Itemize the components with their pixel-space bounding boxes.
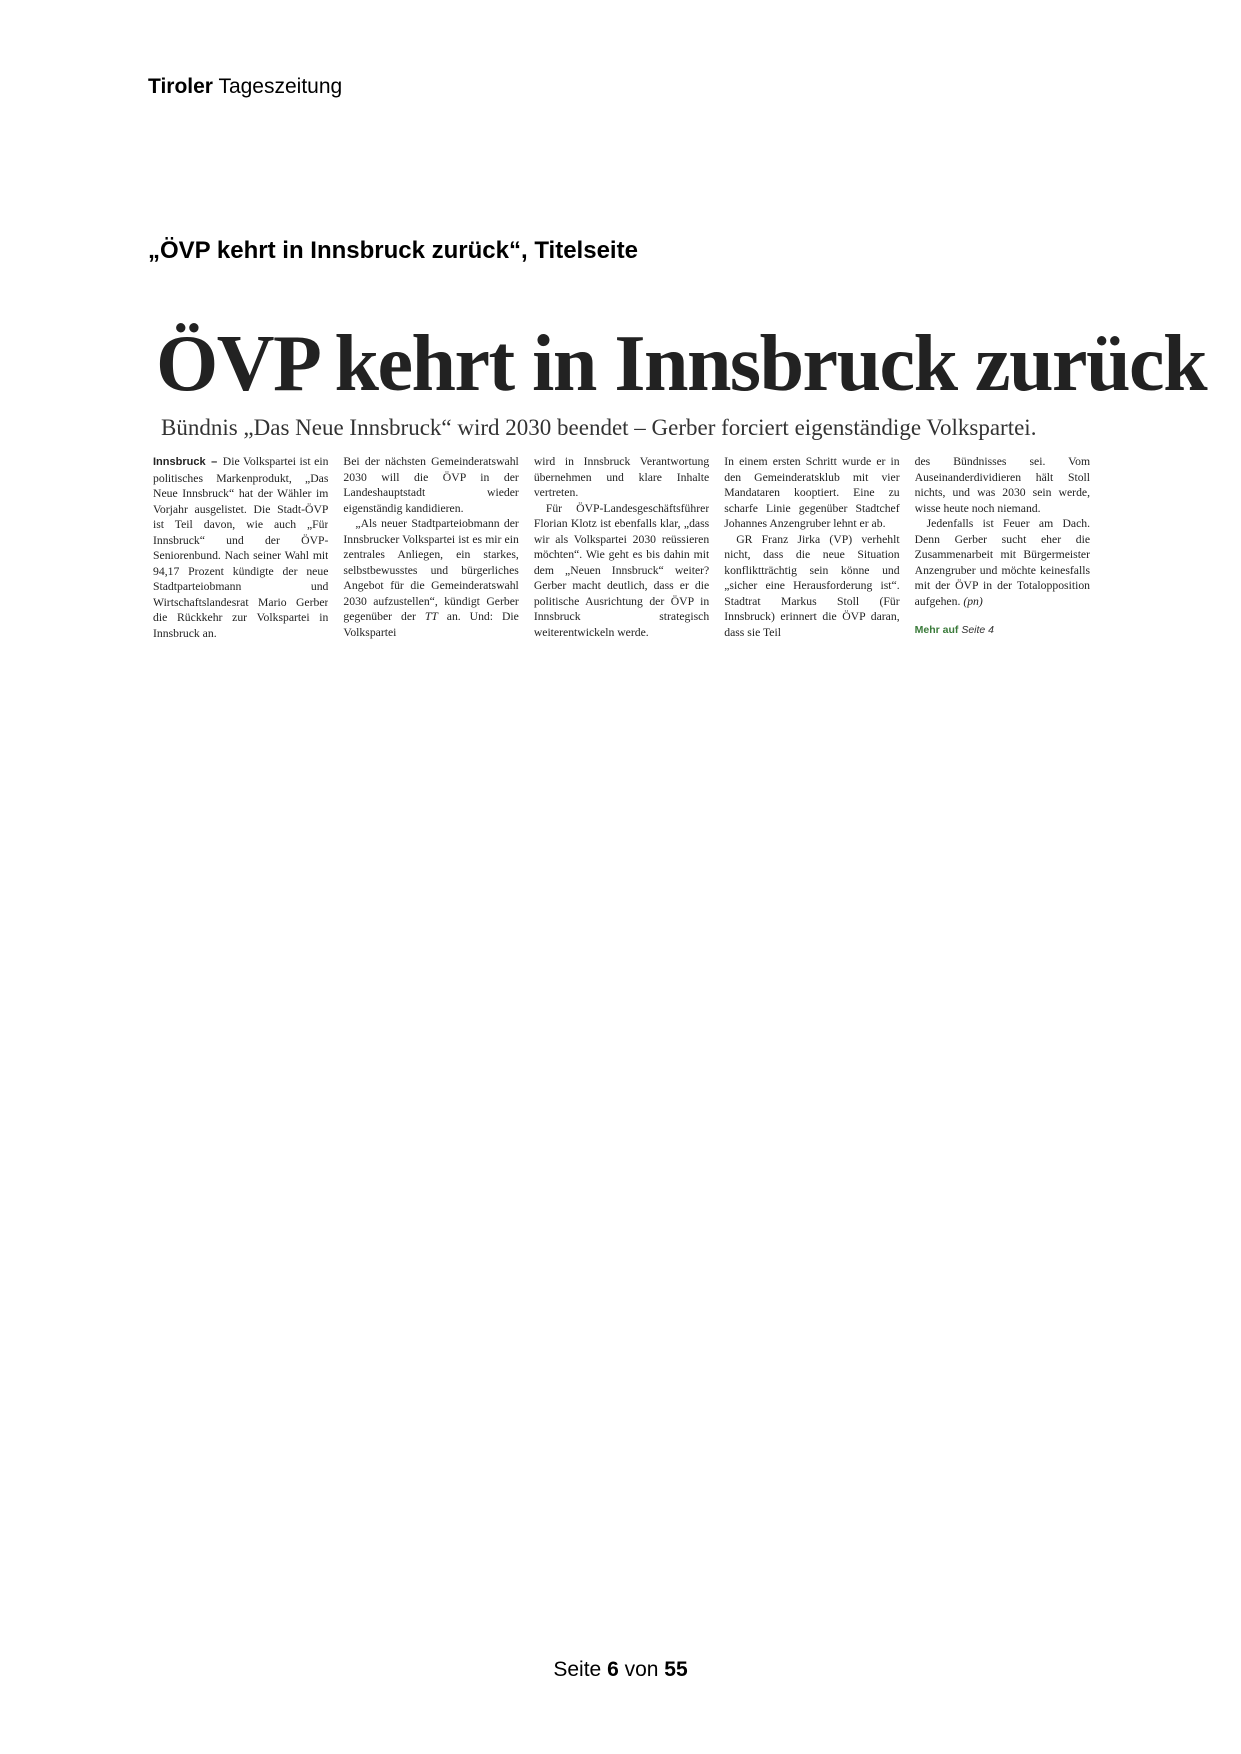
article-subheadline: Bündnis „Das Neue Innsbruck“ wird 2030 beendet – Gerber forciert eigenständige Volkspartei.	[161, 415, 1037, 440]
paragraph: Für ÖVP-Landesgeschäftsführer Florian Klotz ist ebenfalls klar, „dass wir als Volkspartei 2030 reüssieren möchten“. Wie geht es bis dahin mit dem „Neuen Innsbruck“ weiter? Gerber macht deutlich, dass er die politische Ausrichtung der ÖVP in Innsbruck strategisch weiterentwickeln werde.	[533, 501, 710, 639]
article-headline: ÖVP kehrt in Innsbruck zurück	[156, 320, 1207, 408]
footer-prefix: Seite	[553, 1658, 602, 1681]
dateline: Innsbruck	[153, 456, 206, 468]
publication-abbrev: TT	[424, 610, 438, 623]
document-title: „ÖVP kehrt in Innsbruck zurück“, Titelseite	[148, 237, 638, 264]
paragraph: „Als neuer Stadtparteiobmann der Innsbrucker Volkspartei ist es mir ein zentrales Anliegen, ein starkes, selbstbewusstes und bürgerliches Angebot für die Gemeinderatswahl 2030 aufzustellen“, kündigt Gerber gegenüber der	[343, 517, 519, 623]
brand-bold: Tiroler	[148, 75, 213, 98]
paragraph: des Bündnisses sei. Vom Auseinanderdividieren hält Stoll nichts, und was 2030 sein werde, wisse heute noch niemand.	[914, 455, 1091, 515]
paragraph: Die Volkspartei ist ein politisches Markenprodukt, „Das Neue Innsbruck“ hat der Wähler im Vorjahr ausgelistet. Die Stadt-ÖVP ist Teil davon, wie auch „Für Innsbruck“ und der ÖVP-Seniorenbund. Nach seiner Wahl mit 94,17 Prozent kündigte der neue Stadtparteiobmann und Wirtschaftslandesrat Mario Gerber die Rückkehr zur Volkspartei in Innsbruck an.	[153, 455, 329, 640]
author-initials: (pn)	[963, 594, 983, 608]
article-column-1	[153, 454, 328, 654]
paragraph: GR Franz Jirka (VP) verhehlt nicht, dass die neue Situation konfliktträchtig sein könne und „sicher eine Herausforderung ist“. Stadtrat Markus Stoll (Für Innsbruck) erinnert die ÖVP daran, dass sie Teil	[724, 532, 900, 639]
brand-regular: Tageszeitung	[218, 75, 343, 98]
page-reference-label: Mehr auf	[914, 624, 959, 636]
footer-middle: von	[624, 1658, 659, 1681]
article-column-4	[724, 454, 899, 654]
article-body	[153, 454, 1090, 654]
current-page-number: 6	[607, 1658, 619, 1681]
paragraph: an. Und: Die Volkspartei	[343, 610, 519, 639]
article-column-5	[915, 454, 1090, 654]
total-page-count: 55	[664, 1658, 688, 1681]
article-column-3	[534, 454, 709, 654]
paragraph: wird in Innsbruck Verantwortung übernehmen und klare Inhalte vertreten.	[533, 455, 710, 499]
dateline-dash: –	[211, 456, 218, 468]
page-reference-page: Seite 4	[961, 624, 995, 636]
paragraph: In einem ersten Schritt wurde er in den Gemeinderatsklub mit vier Mandataren kooptiert. Eine zu scharfe Linie gegenüber Stadtchef Johannes Anzengruber lehnt er ab.	[724, 455, 900, 530]
page-reference	[915, 623, 1090, 639]
newspaper-clipping	[150, 318, 1207, 658]
paragraph: Bei der nächsten Gemeinderatswahl 2030 will die ÖVP in der Landeshauptstadt wieder eigenständig kandidieren.	[343, 455, 519, 515]
page-footer	[0, 1657, 1241, 1683]
paragraph: Jedenfalls ist Feuer am Dach. Denn Gerber sucht eher die Zusammenarbeit mit Bürgermeister Anzengruber und möchte keinesfalls mit der ÖVP in der Totalopposition aufgehen.	[914, 517, 1091, 608]
publication-header	[148, 74, 342, 100]
article-column-2	[343, 454, 518, 654]
